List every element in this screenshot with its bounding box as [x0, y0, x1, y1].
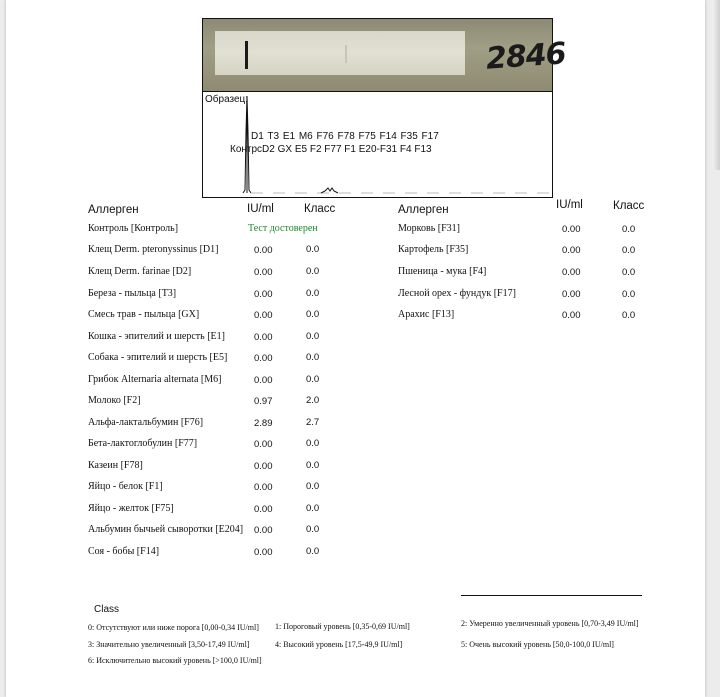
table-row-class: 0.0 — [622, 267, 636, 278]
right-header-allergen: Аллерген — [398, 204, 449, 216]
right-header-iu: IU/ml — [556, 199, 583, 211]
test-strip — [215, 31, 465, 75]
table-row-iu: 0.00 — [254, 245, 273, 256]
control-status: Тест достоверен — [248, 223, 318, 234]
table-row-iu: 0.00 — [254, 525, 273, 536]
table-row-class: 0.0 — [306, 309, 320, 320]
table-row-class: 0.0 — [622, 289, 636, 300]
table-row-class: 0.0 — [306, 481, 320, 492]
test-strip-photo — [203, 19, 567, 92]
table-row-name: Альбумин бычьей сыворотки [E204] — [88, 524, 244, 535]
table-row-name: Бета-лактоглобулин [F77] — [88, 438, 198, 449]
legend-item: 3: Значительно увеличенный [3,50-17,49 IU/ml] — [88, 640, 250, 649]
table-row-name: Лесной орех - фундук [F17] — [398, 288, 516, 299]
table-row-iu: 0.00 — [562, 289, 581, 300]
test-strip-panel — [202, 18, 567, 198]
table-row-name: Альфа-лактальбумин [F76] — [88, 417, 204, 428]
table-row-name: Кошка - эпителий и шерсть [E1] — [88, 331, 225, 342]
sample-number: 2846 — [484, 36, 567, 77]
table-row-iu: 0.00 — [254, 332, 273, 343]
band-labels-row-1: D1 T3 E1 M6 F76 F78 F75 F14 F35 F17 — [251, 131, 439, 142]
legend-item: 6: Исключительно высокий уровень [>100,0 IU/ml] — [88, 656, 262, 665]
scrollbar[interactable] — [712, 0, 720, 170]
legend-item: 4: Высокий уровень [17,5-49,9 IU/ml] — [275, 640, 403, 649]
signature-line — [461, 595, 642, 596]
table-row-name: Пшеница - мука [F4] — [398, 266, 487, 277]
right-header-class: Класс — [613, 200, 645, 212]
table-row-iu: 0.00 — [562, 310, 581, 321]
legend-item: 0: Отсутствуют или ниже порога [0,00-0,34 IU/ml] — [88, 623, 259, 632]
left-header-iu: IU/ml — [247, 203, 274, 215]
table-row-name: Клещ Derm. pteronyssinus [D1] — [88, 244, 219, 255]
table-row-class: 0.0 — [622, 245, 636, 256]
table-row-name: Картофель [F35] — [398, 244, 469, 255]
table-row-iu: 0.00 — [254, 353, 273, 364]
legend-item: 2: Умеренно увеличенный уровень [0,70-3,49 IU/ml] — [461, 619, 639, 628]
table-row-class: 0.0 — [306, 288, 320, 299]
table-row-name: Грибок Alternaria alternata [M6] — [88, 374, 222, 385]
report-sheet — [6, 0, 705, 697]
table-row-class: 2.7 — [306, 417, 320, 428]
table-row-name: Яйцо - белок [F1] — [88, 481, 163, 492]
table-row-iu: 0.00 — [562, 224, 581, 235]
densitogram — [203, 92, 552, 197]
table-row-iu: 0.00 — [254, 504, 273, 515]
table-row-name: Соя - бобы [F14] — [88, 546, 160, 557]
table-row-class: 0.0 — [306, 331, 320, 342]
table-row-class: 0.0 — [306, 352, 320, 363]
table-row-iu: 0.00 — [254, 482, 273, 493]
left-header-allergen: Аллерген — [88, 204, 139, 216]
table-row-iu: 0.00 — [254, 461, 273, 472]
table-row-iu: 2.89 — [254, 418, 273, 429]
left-header-class: Класс — [304, 203, 336, 215]
table-row-iu: 0.00 — [562, 245, 581, 256]
table-row-class: 0.0 — [306, 546, 320, 557]
table-row-iu: 0.00 — [254, 289, 273, 300]
table-row-name: Собака - эпителий и шерсть [E5] — [88, 352, 228, 363]
table-row-name: Смесь трав - пыльца [GX] — [88, 309, 200, 320]
faint-band-mark — [345, 45, 347, 63]
legend-item: 5: Очень высокий уровень [50,0-100,0 IU/ml] — [461, 640, 614, 649]
control-band-mark — [245, 41, 248, 69]
table-row-class: 0.0 — [306, 266, 320, 277]
table-row-iu: 0.00 — [562, 267, 581, 278]
band-labels-row-2: КонтрсD2 GX E5 F2 F77 F1 E20-F31 F4 F13 — [230, 144, 432, 155]
table-row-iu: 0.00 — [254, 375, 273, 386]
table-row-class: 0.0 — [306, 460, 320, 471]
table-row-name: Клещ Derm. farinae [D2] — [88, 266, 192, 277]
table-row-class: 0.0 — [622, 224, 636, 235]
table-row-iu: 0.00 — [254, 310, 273, 321]
sample-label: Образец: — [205, 94, 249, 105]
table-row-name: Контроль [Контроль] — [88, 223, 179, 234]
table-row-class: 0.0 — [306, 438, 320, 449]
table-row-iu: 0.00 — [254, 267, 273, 278]
table-row-class: 2.0 — [306, 395, 320, 406]
table-row-name: Яйцо - желток [F75] — [88, 503, 174, 514]
table-row-iu: 0.00 — [254, 547, 273, 558]
table-row-class: 0.0 — [306, 524, 320, 535]
table-row-name: Арахис [F13] — [398, 309, 455, 320]
table-row-class: 0.0 — [306, 503, 320, 514]
table-row-class: 0.0 — [622, 310, 636, 321]
table-row-iu: 0.00 — [254, 439, 273, 450]
table-row-class: 0.0 — [306, 244, 320, 255]
class-legend-title: Class — [94, 604, 120, 615]
table-row-class: 0.0 — [306, 374, 320, 385]
table-row-name: Морковь [F31] — [398, 223, 460, 234]
table-row-name: Молоко [F2] — [88, 395, 141, 406]
table-row-name: Казеин [F78] — [88, 460, 143, 471]
table-row-iu: 0.97 — [254, 396, 273, 407]
legend-item: 1: Пороговый уровень [0,35-0,69 IU/ml] — [275, 622, 410, 631]
table-row-name: Береза - пыльца [T3] — [88, 288, 177, 299]
